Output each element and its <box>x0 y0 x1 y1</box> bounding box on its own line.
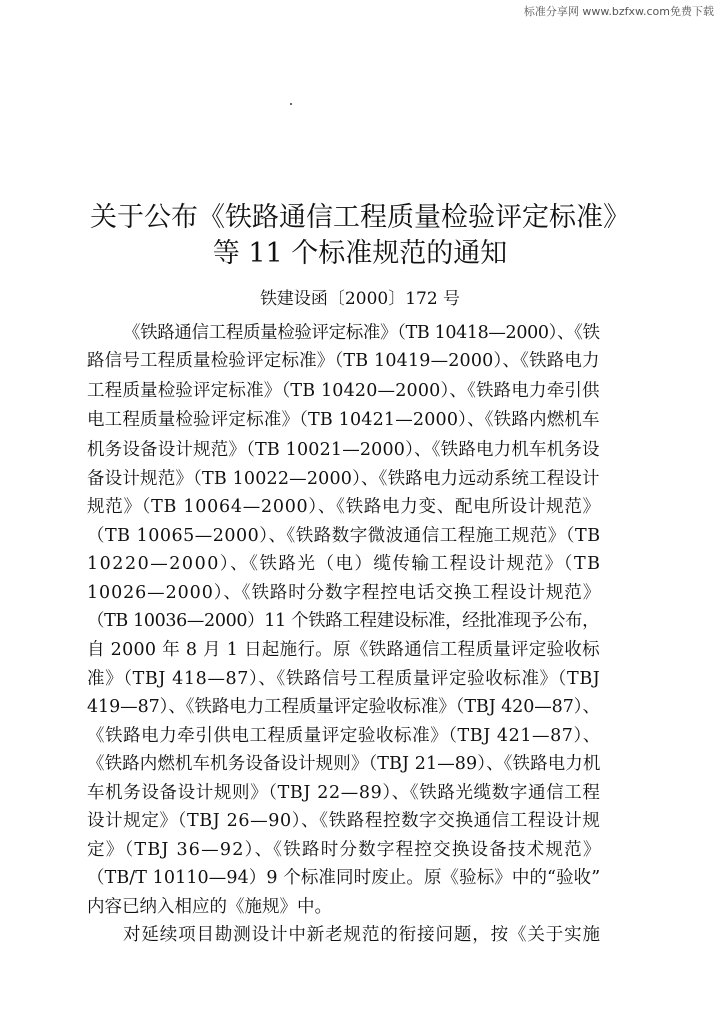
body-line: 备设计规范》（TB 10022—2000）、《铁路电力远动系统工程设计 <box>87 469 600 489</box>
body-line: 《铁路通信工程质量检验评定标准》（TB 10418—2000）、《铁 <box>123 323 600 343</box>
body-line: 设计规定》（TBJ 26—90）、《铁路程控数字交换通信工程设计规 <box>87 811 601 831</box>
body-line: （TB/T 10110—94）9 个标准同时废止。原《验标》中的“验收” <box>87 868 601 888</box>
document-title-line-1: 关于公布《铁路通信工程质量检验评定标准》 <box>90 202 630 233</box>
body-line: 419—87）、《铁路电力工程质量评定验收标准》（TBJ 420—87）、 <box>87 697 600 717</box>
body-line: 对延续项目勘测设计中新老规范的衔接问题，按《关于实施 <box>123 925 601 945</box>
document-number: 铁建设函〔2000〕172 号 <box>259 289 461 309</box>
body-line: （TB 10065—2000）、《铁路数字微波通信工程施工规范》（TB <box>87 526 601 546</box>
body-line: 规范》（TB 10064—2000）、《铁路电力变、配电所设计规范》 <box>87 497 601 517</box>
body-line: 定》（TBJ 36—92）、《铁路时分数字程控交换设备技术规范》 <box>87 840 602 860</box>
body-line: 自 2000 年 8 月 1 日起施行。原《铁路通信工程质量评定验收标 <box>87 640 600 660</box>
body-line: 机务设备设计规范》（TB 10021—2000）、《铁路电力机车机务设 <box>87 440 600 460</box>
body-line: 内容已纳入相应的《施规》中。 <box>87 897 332 917</box>
body-line: 工程质量检验评定标准》（TB 10420—2000）、《铁路电力牵引供 <box>87 381 600 401</box>
body-line: 《铁路内燃机车机务设备设计规则》（TBJ 21—89）、《铁路电力机 <box>87 754 601 774</box>
body-line: 准》（TBJ 418—87）、《铁路信号工程质量评定验收标准》（TBJ <box>87 669 601 689</box>
body-line: 10220—2000）、《铁路光（电）缆传输工程设计规范》（TB <box>87 554 602 574</box>
body-line: 《铁路电力牵引供电工程质量评定验收标准》（TBJ 421—87）、 <box>87 726 601 746</box>
body-line: 电工程质量检验评定标准》（TB 10421—2000）、《铁路内燃机车 <box>87 410 600 430</box>
body-line: （TB 10036—2000）11 个铁路工程建设标准，经批准现予公布， <box>87 611 600 631</box>
scan-speck <box>290 103 292 105</box>
document-title-line-2: 等 11 个标准规范的通知 <box>212 238 508 269</box>
body-line: 10026—2000）、《铁路时分数字程控电话交换工程设计规范》 <box>87 583 602 603</box>
watermark-text: 标准分享网 www.bzfxw.com免费下载 <box>523 5 714 18</box>
body-line: 车机务设备设计规则》（TBJ 22—89）、《铁路光缆数字通信工程 <box>87 783 601 803</box>
body-line: 路信号工程质量检验评定标准》（TB 10419—2000）、《铁路电力 <box>87 351 600 371</box>
